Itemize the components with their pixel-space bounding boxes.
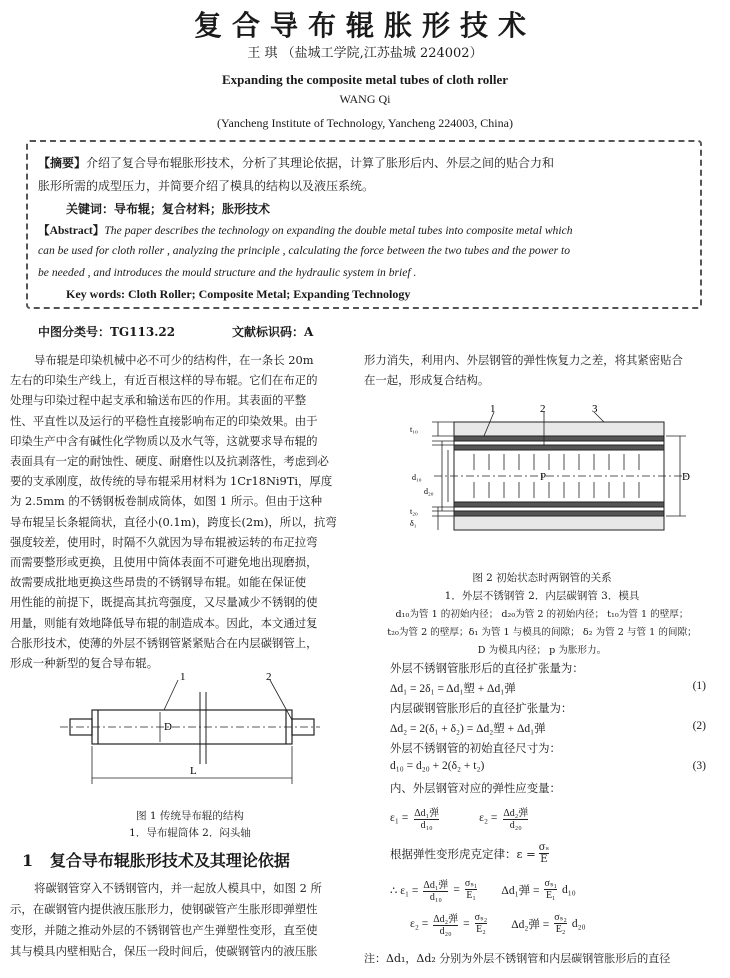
equation-2: Δd₂ = 2(δ₁ + δ₂) = Δd₂塑 + Δd₁弹: [390, 723, 546, 735]
intro-line: 导布辊呈长条辊筒状，直径小(0.1m)，跨度长(2m)，所以，抗弯: [10, 514, 337, 529]
eq4-intro: 内、外层钢管对应的弹性应变量：: [390, 781, 561, 795]
eq6-pre: ε₂ =: [410, 917, 429, 930]
fig2-label-t20: t₂₀: [410, 507, 418, 516]
eq5-d3: E₁: [545, 890, 556, 901]
eq4b-frac: [503, 804, 528, 831]
fig2-label-P: P: [540, 471, 547, 483]
fig1-label-2: 2: [266, 672, 272, 683]
fig2-label-delta: δ₁: [410, 519, 417, 528]
abstract-cn-label: 【摘要】: [38, 156, 87, 170]
intro-line: 处理与印染过程中起支承和输送布匹的作用。其表面的平整: [10, 393, 307, 408]
fig1-label-D: D: [164, 721, 172, 733]
equation-2-number: (2): [692, 720, 706, 732]
equation-4: [390, 804, 528, 831]
section-1-paragraph: [10, 878, 350, 962]
intro-line: 表面具有一定的耐蚀性、硬度、耐磨性以及抗剥落性，考虑到必: [10, 454, 329, 469]
eq4a-num: Δd₁弹: [414, 808, 440, 819]
fig2-label-3: 3: [592, 403, 598, 415]
eq6-eq: =: [463, 917, 470, 930]
equation-1-number: (1): [692, 680, 706, 692]
hooke-text: 根据弹性变形虎克定律：ε =: [390, 846, 536, 861]
clc-number: 中图分类号：TG113.22: [38, 325, 176, 339]
section-1-title: 复合导布辊胀形技术及其理论依据: [49, 851, 290, 870]
abstract-cn-line2: 胀形所需的成型压力，并简要介绍了模具的结构以及液压系统。: [38, 179, 375, 193]
intro-line: 用性能的前提下，既提高其抗弯强度，又尽量减少不锈钢的使: [10, 595, 318, 610]
intro-line: 形成一种新型的复合导布辊。: [10, 656, 159, 671]
section-1-line: 其与模具内壁相贴合，保压一段时间后，使碳钢管内的液压胀: [10, 944, 318, 958]
section-1-number: 1: [22, 851, 34, 870]
section-1-line: 变形，并随之推动外层的不锈钢管也产生弹塑性变形，直至使: [10, 923, 318, 937]
figure-2-legend: 1．外层不锈钢管 2．内层碳钢管 3．模具: [444, 590, 640, 602]
eq5-n1: Δd₁弹: [423, 880, 449, 891]
eq4a-den: d₁₀: [414, 819, 439, 831]
intro-line: 印染生产中含有碱性化学物质以及水气等，这就要求导布辊的: [10, 433, 318, 448]
hooke-law: [390, 842, 549, 865]
figure-1-caption: 图 1 传统导布辊的结构: [136, 810, 244, 822]
figure-2-note2: t₂₀为管 2 的壁厚；δ₁ 为管 1 与模具的间隙； δ₂ 为管 2 与管 1 的间隙；: [387, 627, 697, 638]
eq5-mid: Δd₁弹 =: [501, 884, 540, 897]
fig2-label-1: 1: [490, 403, 496, 415]
title-en: Expanding the composite metal tubes of cloth roller: [221, 72, 509, 87]
eq5-pre: ∴ ε₁ =: [390, 884, 419, 897]
abstract-en-line1: [38, 222, 573, 238]
equation-5: [390, 876, 576, 903]
cont-line: 形力消失，利用内、外层钢管的弹性恢复力之差，将其紧密贴合: [364, 353, 683, 367]
eq1-intro: 外层不锈钢管胀形后的直径扩张量为：: [390, 661, 584, 675]
footnote: 注：Δd₁，Δd₂ 分别为外层不锈钢管和内层碳钢管胀形后的直径: [364, 952, 671, 965]
eq6-n3: σₛ₂: [554, 912, 567, 923]
intro-paragraph: [10, 350, 350, 673]
abstract-en-line2: can be used for cloth roller , analyzing the principle , calculating the force between the two tubes and the power to: [38, 244, 571, 257]
eq6-tail: d₂₀: [571, 917, 586, 930]
fig2-mould-bottom: [454, 516, 664, 530]
intro-line: 合胀形技术，使薄的外层不锈钢管紧紧贴合在内层碳钢管上，: [10, 635, 318, 650]
section-1-line: 将碳钢管穿入不锈钢管内，并一起放人模具中，如图 2 所: [34, 881, 322, 895]
equation-3: d₁₀ = d₂₀ + 2(δ₂ + t₂): [390, 760, 485, 772]
eq3-intro: 外层不锈钢管的初始直径尺寸为：: [390, 741, 561, 755]
figure-2-note1: d₁₀为管 1 的初始内径； d₂₀为管 2 的初始内径； t₁₀为管 1 的壁厚；: [395, 609, 689, 620]
fig2-inner-tube-bottom: [454, 502, 664, 507]
fig2-label-t10: t₁₀: [410, 425, 418, 434]
eq5-eq: =: [453, 883, 460, 896]
hooke-num: σₛ: [538, 842, 549, 853]
fig2-label-D: D: [682, 471, 690, 483]
abstract-en-text1: The paper describes the technology on expanding the double metal tubes into composite metal which: [104, 224, 573, 237]
intro-line: 用量，则能有效地降低导布辊的制造成本。因此，本文通过复: [10, 615, 318, 630]
fig2-outer-tube-bottom: [454, 511, 664, 516]
doc-code: 文献标识码：A: [232, 325, 314, 339]
equation-6: [410, 910, 586, 937]
eq6-d1: d₂₀: [433, 925, 458, 937]
author-en: WANG Qi: [339, 92, 391, 106]
eq4a-frac: [414, 804, 439, 831]
intro-line: 左右的印染生产线上，有近百根这样的导布辊。它们在布疋的: [10, 373, 318, 388]
keywords-en: Key words: Cloth Roller; Composite Metal; Expanding Technology: [66, 287, 411, 301]
fig2-outer-tube-top: [454, 436, 664, 441]
cont-line: 在一起，形成复合结构。: [364, 373, 490, 388]
figure-2-caption: 图 2 初始状态时两钢管的关系: [472, 572, 612, 584]
intro-line: 导布辊是印染机械中必不可少的结构件，在一条长 20m: [34, 353, 314, 367]
eq6-mid: Δd₂弹 =: [511, 918, 550, 931]
affiliation-en: (Yancheng Institute of Technology, Yancheng 224003, China): [217, 116, 513, 130]
eq5-n3: σₛ₁: [544, 878, 558, 889]
eq4b-lhs: ε₂ =: [479, 811, 498, 824]
hooke-den: E: [540, 854, 548, 865]
abstract-cn-text1: 介绍了复合导布辊胀形技术，分析了其理论依据，计算了胀形后内、外层之间的贴合力和: [86, 156, 555, 170]
abstract-cn-line1: [38, 154, 554, 171]
eq5-n2: σₛ₁: [464, 878, 478, 889]
intro-line: 而需要整形或更换，且使用中筒体表面不可避免地出现磨损，: [10, 555, 318, 570]
equation-1: Δd₁ = 2δ₁ = Δd₁塑 + Δd₁弹: [390, 683, 516, 695]
eq5-d1: d₁₀: [423, 891, 448, 903]
eq6-n1: Δd₂弹: [433, 914, 459, 925]
eq5-d2: E₁: [466, 890, 476, 901]
eq6-d2: E₂: [476, 924, 486, 935]
eq4a-lhs: ε₁ =: [390, 811, 409, 824]
abstract-en-line3: be needed , and introduces the mould structure and the hydraulic system in brief .: [38, 266, 417, 279]
fig2-label-d10: d₁₀: [412, 473, 422, 482]
intro-line: 故需要成批地更换这些昂贵的不锈钢导布辊。如能在保证使: [10, 575, 307, 590]
right-continuation: [364, 350, 720, 390]
fig2-label-d20: d₂₀: [424, 487, 434, 496]
figure-1-roller: [60, 672, 320, 802]
fig2-label-2: 2: [540, 403, 546, 415]
intro-line: 性、平直性以及运行的平稳性直接影响布疋的印染效果。由于: [10, 413, 318, 428]
eq2-intro: 内层碳钢管胀形后的直径扩张量为：: [390, 701, 573, 715]
eq6-n2: σₛ₂: [474, 912, 488, 923]
fig1-label-1: 1: [180, 672, 186, 683]
intro-line: 强度较差，使用时，时隔不久就因为导布辊被运转的布疋拉弯: [10, 534, 318, 549]
figure-1-legend: 1．导布辊筒体 2．闷头轴: [129, 827, 251, 839]
eq4b-den: d₂₀: [503, 819, 528, 831]
keywords-cn: 关键词：导布辊；复合材料；胀形技术: [66, 202, 271, 216]
section-1-heading: [22, 848, 290, 871]
equation-3-number: (3): [692, 760, 706, 772]
author-cn: 王 琪 （盐城工学院,江苏盐城 224002）: [247, 46, 483, 61]
figure-2-tubes: [404, 402, 694, 562]
eq6-d3: E₂: [555, 924, 566, 935]
hooke-frac: [539, 842, 549, 865]
eq4b-num: Δd₂弹: [503, 808, 529, 819]
eq5-tail: d₁₀: [562, 883, 576, 896]
abstract-en-label: 【Abstract】: [38, 224, 105, 237]
intro-line: 为 2.5mm 的不锈钢板卷制成筒体，如图 1 所示。但由于这种: [10, 494, 323, 509]
figure-2-note3: D 为模具内径； p 为胀形力。: [477, 645, 607, 656]
intro-line: 要的支承刚度，故传统的导布辊采用材料为 1Cr18Ni9Ti，厚度: [10, 474, 333, 489]
paper-title: 复合导布辊胀形技术: [193, 9, 536, 42]
fig1-label-L: L: [190, 765, 197, 777]
fig2-inner-tube-top: [454, 445, 664, 450]
fig2-mould-top: [454, 422, 664, 436]
section-1-line: 示，在碳钢管内提供液压胀形力，使钢碳管产生胀形即弹塑性: [10, 902, 318, 916]
